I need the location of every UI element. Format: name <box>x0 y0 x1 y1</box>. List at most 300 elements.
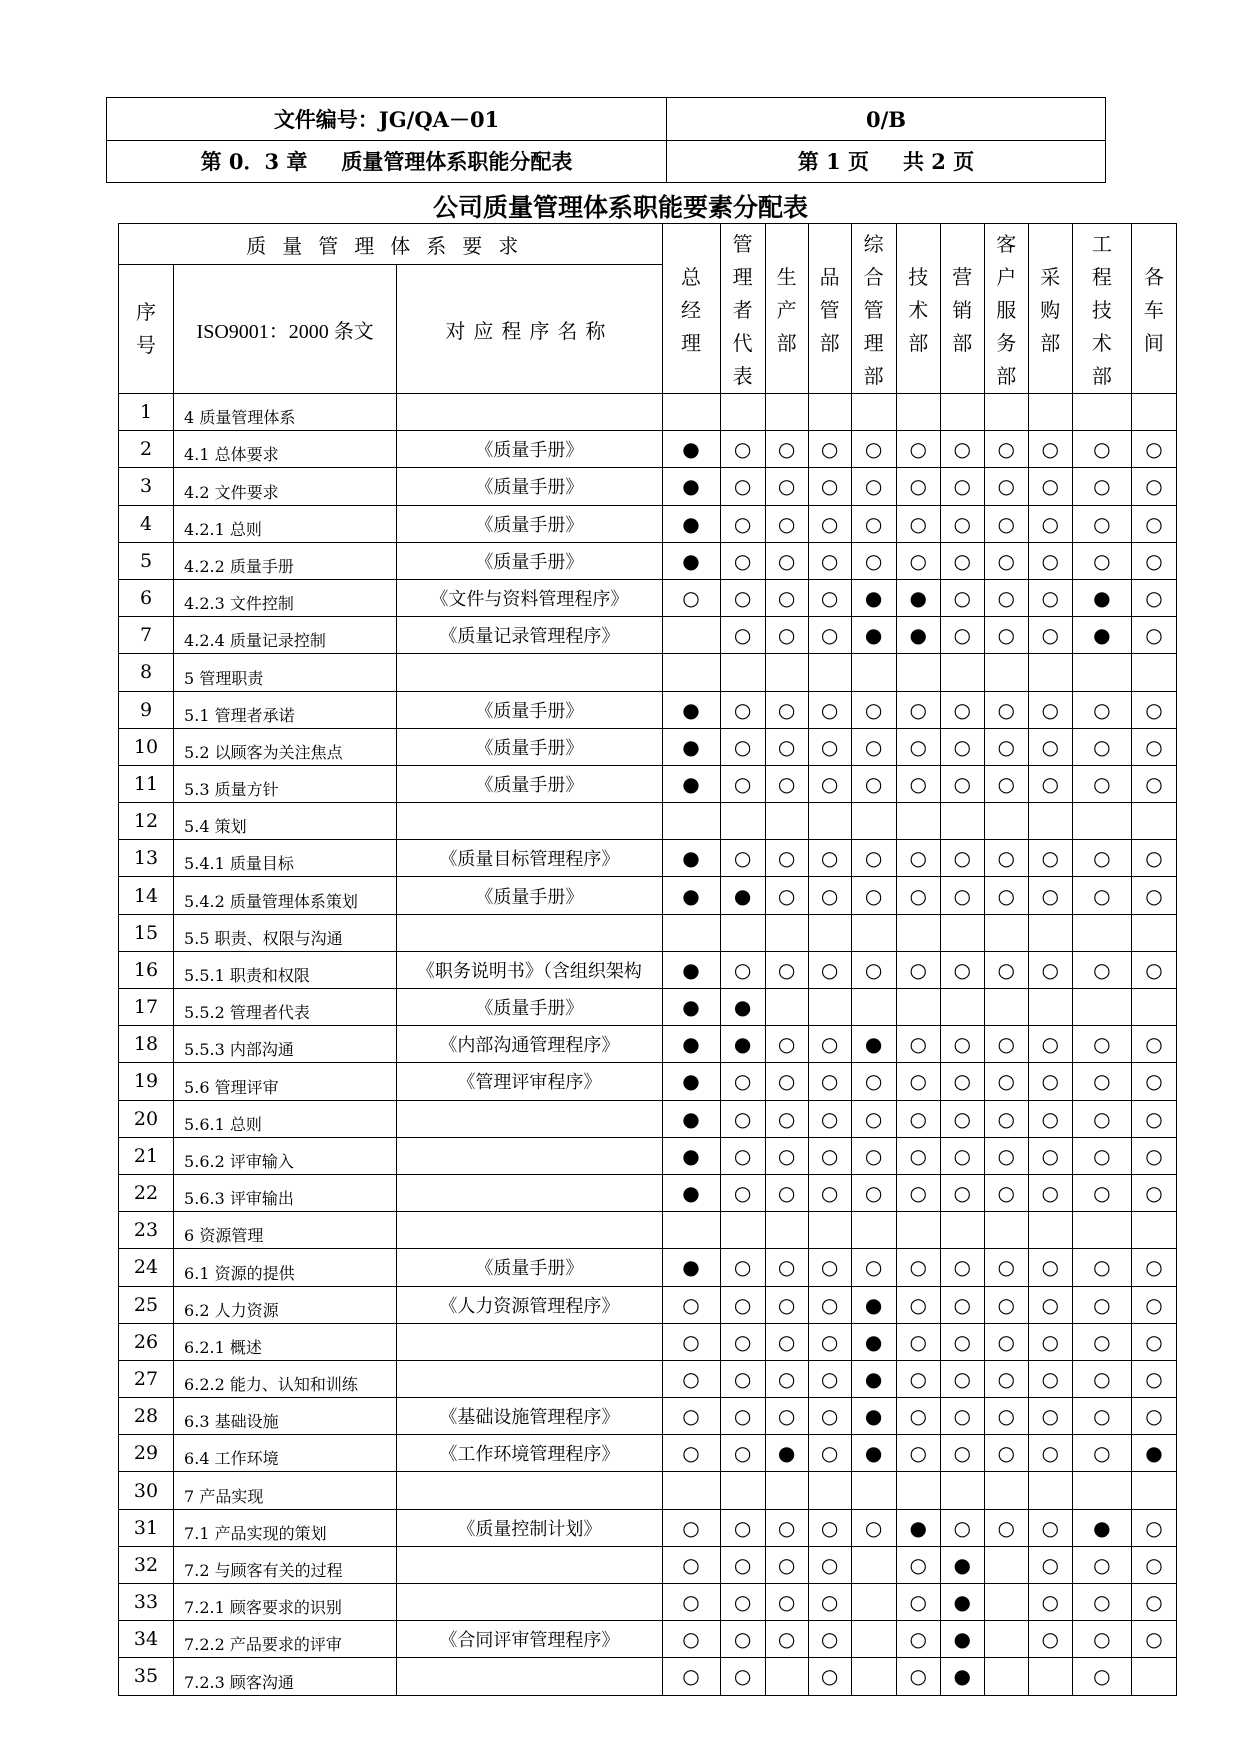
chapter-number: 第 0．3 章 <box>200 149 308 174</box>
related-mark: ○ <box>940 1323 984 1360</box>
empty-cell <box>940 989 984 1026</box>
related-mark: ○ <box>851 1249 896 1286</box>
related-mark: ○ <box>662 1435 720 1472</box>
row-number: 10 <box>119 728 174 765</box>
related-mark: ○ <box>808 1435 851 1472</box>
related-mark: ○ <box>765 579 808 616</box>
related-mark: ○ <box>851 468 896 505</box>
responsible-mark: ● <box>662 1026 720 1063</box>
related-mark: ○ <box>808 951 851 988</box>
related-mark: ○ <box>984 1026 1028 1063</box>
empty-cell <box>851 1584 896 1621</box>
empty-cell <box>720 1212 765 1249</box>
responsible-mark: ● <box>940 1546 984 1583</box>
row-number: 12 <box>119 803 174 840</box>
related-mark: ○ <box>720 1398 765 1435</box>
related-mark: ○ <box>765 1584 808 1621</box>
empty-cell <box>765 1212 808 1249</box>
related-mark: ○ <box>896 1584 940 1621</box>
empty-cell <box>1028 394 1072 431</box>
procedure-name <box>397 1472 662 1509</box>
row-number: 32 <box>119 1546 174 1583</box>
department-label: 总经理 <box>681 265 702 355</box>
responsible-mark: ● <box>940 1658 984 1695</box>
table-row <box>119 1212 1177 1249</box>
responsible-mark: ● <box>662 1063 720 1100</box>
related-mark: ○ <box>984 1174 1028 1211</box>
related-mark: ○ <box>984 1323 1028 1360</box>
related-mark: ○ <box>851 1063 896 1100</box>
empty-cell <box>940 803 984 840</box>
department-label: 生产部 <box>776 265 797 355</box>
department-label: 综合管理部 <box>863 232 884 388</box>
empty-cell <box>1028 989 1072 1026</box>
related-mark: ○ <box>720 1360 765 1397</box>
related-mark: ○ <box>896 1621 940 1658</box>
related-mark: ○ <box>720 542 765 579</box>
related-mark: ○ <box>720 1621 765 1658</box>
empty-cell <box>1072 654 1131 691</box>
related-mark: ○ <box>765 1621 808 1658</box>
row-number: 6 <box>119 579 174 616</box>
department-header <box>851 224 896 394</box>
procedure-name <box>397 1137 662 1174</box>
empty-cell <box>896 914 940 951</box>
related-mark: ○ <box>720 1546 765 1583</box>
related-mark: ○ <box>808 765 851 802</box>
related-mark: ○ <box>808 1584 851 1621</box>
department-label: 客户服务部 <box>996 232 1017 388</box>
empty-cell <box>765 989 808 1026</box>
related-mark: ○ <box>1028 431 1072 468</box>
table-row <box>119 1100 1177 1137</box>
related-mark: ○ <box>940 1398 984 1435</box>
row-number: 17 <box>119 989 174 1026</box>
related-mark: ○ <box>1131 765 1176 802</box>
related-mark: ○ <box>984 1360 1028 1397</box>
responsible-mark: ● <box>662 1174 720 1211</box>
related-mark: ○ <box>984 691 1028 728</box>
procedure-name: 《质量手册》 <box>397 542 662 579</box>
related-mark: ○ <box>1028 579 1072 616</box>
row-number: 24 <box>119 1249 174 1286</box>
empty-cell <box>851 1621 896 1658</box>
empty-cell <box>984 654 1028 691</box>
related-mark: ○ <box>1131 1621 1176 1658</box>
table-row <box>119 468 1177 505</box>
related-mark: ○ <box>940 840 984 877</box>
table-row <box>119 1398 1177 1435</box>
related-mark: ○ <box>1072 1063 1131 1100</box>
related-mark: ○ <box>851 765 896 802</box>
related-mark: ○ <box>1028 505 1072 542</box>
empty-cell <box>851 1212 896 1249</box>
related-mark: ○ <box>896 1360 940 1397</box>
row-number: 9 <box>119 691 174 728</box>
related-mark: ○ <box>765 1137 808 1174</box>
empty-cell <box>940 914 984 951</box>
related-mark: ○ <box>808 1174 851 1211</box>
table-row <box>119 989 1177 1026</box>
related-mark: ○ <box>720 1137 765 1174</box>
related-mark: ○ <box>720 1174 765 1211</box>
chapter-title: 质量管理体系职能分配表 <box>341 149 573 174</box>
empty-cell <box>1028 1658 1072 1695</box>
empty-cell <box>1028 1212 1072 1249</box>
responsible-mark: ● <box>851 1323 896 1360</box>
department-label: 品管部 <box>819 265 840 355</box>
related-mark: ○ <box>1131 617 1176 654</box>
empty-cell <box>851 394 896 431</box>
related-mark: ○ <box>765 1026 808 1063</box>
related-mark: ○ <box>720 617 765 654</box>
related-mark: ○ <box>808 617 851 654</box>
related-mark: ○ <box>984 1063 1028 1100</box>
related-mark: ○ <box>984 728 1028 765</box>
responsible-mark: ● <box>662 1137 720 1174</box>
allocation-table <box>118 223 1177 1696</box>
related-mark: ○ <box>984 542 1028 579</box>
related-mark: ○ <box>1131 468 1176 505</box>
related-mark: ○ <box>1072 1174 1131 1211</box>
procedure-name: 《职务说明书》（含组织架构 <box>397 951 662 988</box>
empty-cell <box>765 1658 808 1695</box>
related-mark: ○ <box>984 1286 1028 1323</box>
related-mark: ○ <box>765 617 808 654</box>
empty-cell <box>896 989 940 1026</box>
table-row <box>119 1472 1177 1509</box>
table-row <box>119 1546 1177 1583</box>
empty-cell <box>720 803 765 840</box>
related-mark: ○ <box>765 1323 808 1360</box>
related-mark: ○ <box>851 1137 896 1174</box>
related-mark: ○ <box>1131 1398 1176 1435</box>
related-mark: ○ <box>720 1435 765 1472</box>
related-mark: ○ <box>765 1063 808 1100</box>
related-mark: ○ <box>1028 840 1072 877</box>
procedure-name: 《工作环境管理程序》 <box>397 1435 662 1472</box>
related-mark: ○ <box>1072 1546 1131 1583</box>
related-mark: ○ <box>1072 1621 1131 1658</box>
related-mark: ○ <box>1072 505 1131 542</box>
clause-text: 6 资源管理 <box>174 1212 397 1249</box>
empty-cell <box>851 654 896 691</box>
related-mark: ○ <box>896 1174 940 1211</box>
related-mark: ○ <box>765 1174 808 1211</box>
related-mark: ○ <box>851 728 896 765</box>
related-mark: ○ <box>1131 877 1176 914</box>
responsible-mark: ● <box>662 468 720 505</box>
department-label: 营销部 <box>952 265 973 355</box>
clause-text: 6.1 资源的提供 <box>174 1249 397 1286</box>
clause-text: 5.5.1 职责和权限 <box>174 951 397 988</box>
clause-text: 7.2.2 产品要求的评审 <box>174 1621 397 1658</box>
responsible-mark: ● <box>851 1026 896 1063</box>
related-mark: ○ <box>940 728 984 765</box>
empty-cell <box>662 654 720 691</box>
procedure-name: 《质量控制计划》 <box>397 1509 662 1546</box>
related-mark: ○ <box>896 1286 940 1323</box>
doc-version: 0/B <box>865 106 907 132</box>
empty-cell <box>1131 914 1176 951</box>
table-row <box>119 579 1177 616</box>
clause-text: 5.1 管理者承诺 <box>174 691 397 728</box>
related-mark: ○ <box>1028 1621 1072 1658</box>
related-mark: ○ <box>1131 1584 1176 1621</box>
clause-text: 5.5.3 内部沟通 <box>174 1026 397 1063</box>
clause-text: 5.6.2 评审输入 <box>174 1137 397 1174</box>
empty-cell <box>1028 654 1072 691</box>
related-mark: ○ <box>896 877 940 914</box>
procedure-header: 对应程序名称 <box>397 265 662 394</box>
procedure-name <box>397 914 662 951</box>
table-row <box>119 1174 1177 1211</box>
related-mark: ○ <box>765 1100 808 1137</box>
related-mark: ○ <box>808 579 851 616</box>
related-mark: ○ <box>984 765 1028 802</box>
related-mark: ○ <box>1131 1286 1176 1323</box>
empty-cell <box>662 617 720 654</box>
related-mark: ○ <box>940 468 984 505</box>
document-header <box>106 97 1106 183</box>
row-number: 16 <box>119 951 174 988</box>
table-row <box>119 803 1177 840</box>
responsible-mark: ● <box>940 1621 984 1658</box>
clause-text: 6.4 工作环境 <box>174 1435 397 1472</box>
related-mark: ○ <box>765 431 808 468</box>
empty-cell <box>1131 1212 1176 1249</box>
row-number: 22 <box>119 1174 174 1211</box>
related-mark: ○ <box>808 468 851 505</box>
responsible-mark: ● <box>662 1249 720 1286</box>
related-mark: ○ <box>720 1509 765 1546</box>
related-mark: ○ <box>1131 951 1176 988</box>
procedure-name: 《质量手册》 <box>397 989 662 1026</box>
responsible-mark: ● <box>662 765 720 802</box>
table-row <box>119 765 1177 802</box>
related-mark: ○ <box>851 877 896 914</box>
related-mark: ○ <box>984 1100 1028 1137</box>
related-mark: ○ <box>896 1398 940 1435</box>
responsible-mark: ● <box>662 1100 720 1137</box>
related-mark: ○ <box>984 951 1028 988</box>
table-row <box>119 1360 1177 1397</box>
empty-cell <box>984 394 1028 431</box>
department-label: 管理者代表 <box>732 232 753 388</box>
related-mark: ○ <box>720 765 765 802</box>
related-mark: ○ <box>808 691 851 728</box>
responsible-mark: ● <box>662 840 720 877</box>
empty-cell <box>1072 914 1131 951</box>
procedure-name: 《管理评审程序》 <box>397 1063 662 1100</box>
related-mark: ○ <box>720 691 765 728</box>
related-mark: ○ <box>940 765 984 802</box>
row-number: 31 <box>119 1509 174 1546</box>
clause-text: 7.2 与顾客有关的过程 <box>174 1546 397 1583</box>
related-mark: ○ <box>808 1323 851 1360</box>
department-header <box>896 224 940 394</box>
procedure-name: 《质量手册》 <box>397 468 662 505</box>
responsible-mark: ● <box>896 617 940 654</box>
table-row <box>119 394 1177 431</box>
empty-cell <box>940 1472 984 1509</box>
empty-cell <box>808 1212 851 1249</box>
related-mark: ○ <box>1028 468 1072 505</box>
related-mark: ○ <box>720 1286 765 1323</box>
related-mark: ○ <box>720 468 765 505</box>
row-number: 18 <box>119 1026 174 1063</box>
related-mark: ○ <box>940 1360 984 1397</box>
responsible-mark: ● <box>1072 617 1131 654</box>
empty-cell <box>851 1658 896 1695</box>
related-mark: ○ <box>1072 1100 1131 1137</box>
related-mark: ○ <box>851 840 896 877</box>
procedure-name: 《质量手册》 <box>397 728 662 765</box>
related-mark: ○ <box>1072 765 1131 802</box>
table-row <box>119 951 1177 988</box>
related-mark: ○ <box>984 617 1028 654</box>
procedure-name <box>397 803 662 840</box>
responsible-mark: ● <box>1131 1435 1176 1472</box>
empty-cell <box>984 1212 1028 1249</box>
related-mark: ○ <box>808 1658 851 1695</box>
department-header <box>984 224 1028 394</box>
empty-cell <box>1072 803 1131 840</box>
clause-text: 7.1 产品实现的策划 <box>174 1509 397 1546</box>
empty-cell <box>851 914 896 951</box>
clause-text: 4.2.2 质量手册 <box>174 542 397 579</box>
row-number: 19 <box>119 1063 174 1100</box>
related-mark: ○ <box>765 877 808 914</box>
clause-text: 4.2.1 总则 <box>174 505 397 542</box>
clause-text: 6.3 基础设施 <box>174 1398 397 1435</box>
related-mark: ○ <box>808 1100 851 1137</box>
responsible-mark: ● <box>851 1360 896 1397</box>
related-mark: ○ <box>984 877 1028 914</box>
responsible-mark: ● <box>1072 1509 1131 1546</box>
related-mark: ○ <box>808 431 851 468</box>
procedure-name: 《质量手册》 <box>397 505 662 542</box>
table-row <box>119 1026 1177 1063</box>
related-mark: ○ <box>808 1509 851 1546</box>
related-mark: ○ <box>940 877 984 914</box>
related-mark: ○ <box>1028 1509 1072 1546</box>
row-number: 25 <box>119 1286 174 1323</box>
related-mark: ○ <box>1028 1063 1072 1100</box>
related-mark: ○ <box>940 617 984 654</box>
related-mark: ○ <box>1131 1323 1176 1360</box>
related-mark: ○ <box>851 1509 896 1546</box>
related-mark: ○ <box>896 1026 940 1063</box>
related-mark: ○ <box>984 505 1028 542</box>
clause-text: 7 产品实现 <box>174 1472 397 1509</box>
table-row <box>119 542 1177 579</box>
related-mark: ○ <box>1028 1137 1072 1174</box>
related-mark: ○ <box>720 505 765 542</box>
related-mark: ○ <box>1028 1546 1072 1583</box>
responsible-mark: ● <box>851 1286 896 1323</box>
related-mark: ○ <box>662 579 720 616</box>
responsible-mark: ● <box>940 1584 984 1621</box>
related-mark: ○ <box>720 728 765 765</box>
table-row <box>119 1137 1177 1174</box>
related-mark: ○ <box>765 1398 808 1435</box>
related-mark: ○ <box>896 1323 940 1360</box>
page-total: 共 2 页 <box>903 149 975 174</box>
empty-cell <box>808 989 851 1026</box>
related-mark: ○ <box>1072 728 1131 765</box>
related-mark: ○ <box>720 1658 765 1695</box>
related-mark: ○ <box>984 1398 1028 1435</box>
empty-cell <box>896 394 940 431</box>
related-mark: ○ <box>808 877 851 914</box>
related-mark: ○ <box>765 728 808 765</box>
related-mark: ○ <box>808 1137 851 1174</box>
empty-cell <box>720 1472 765 1509</box>
related-mark: ○ <box>940 542 984 579</box>
related-mark: ○ <box>720 431 765 468</box>
related-mark: ○ <box>851 431 896 468</box>
related-mark: ○ <box>984 1137 1028 1174</box>
responsible-mark: ● <box>896 1509 940 1546</box>
table-row <box>119 1323 1177 1360</box>
clause-text: 4.2 文件要求 <box>174 468 397 505</box>
procedure-name: 《人力资源管理程序》 <box>397 1286 662 1323</box>
related-mark: ○ <box>896 1249 940 1286</box>
empty-cell <box>940 1212 984 1249</box>
procedure-name: 《质量目标管理程序》 <box>397 840 662 877</box>
empty-cell <box>940 654 984 691</box>
related-mark: ○ <box>984 579 1028 616</box>
related-mark: ○ <box>940 1137 984 1174</box>
empty-cell <box>896 803 940 840</box>
empty-cell <box>720 914 765 951</box>
empty-cell <box>896 654 940 691</box>
clause-text: 4.2.3 文件控制 <box>174 579 397 616</box>
clause-text: 5.5 职责、权限与沟通 <box>174 914 397 951</box>
related-mark: ○ <box>1072 1286 1131 1323</box>
procedure-name <box>397 654 662 691</box>
related-mark: ○ <box>720 840 765 877</box>
clause-text: 5.6.1 总则 <box>174 1100 397 1137</box>
related-mark: ○ <box>1072 1137 1131 1174</box>
related-mark: ○ <box>940 691 984 728</box>
related-mark: ○ <box>720 1249 765 1286</box>
table-row <box>119 1435 1177 1472</box>
related-mark: ○ <box>1028 1398 1072 1435</box>
related-mark: ○ <box>1131 1174 1176 1211</box>
empty-cell <box>765 654 808 691</box>
clause-header: ISO9001：2000 条文 <box>174 265 397 394</box>
related-mark: ○ <box>1131 431 1176 468</box>
seq-header-label: 序号 <box>136 300 157 358</box>
related-mark: ○ <box>662 1323 720 1360</box>
empty-cell <box>1028 1472 1072 1509</box>
empty-cell <box>662 914 720 951</box>
procedure-name <box>397 1658 662 1695</box>
related-mark: ○ <box>720 1323 765 1360</box>
responsible-mark: ● <box>720 1026 765 1063</box>
department-label: 各车间 <box>1143 265 1164 355</box>
related-mark: ○ <box>765 1249 808 1286</box>
related-mark: ○ <box>662 1546 720 1583</box>
empty-cell <box>808 394 851 431</box>
row-number: 11 <box>119 765 174 802</box>
clause-text: 5.4.1 质量目标 <box>174 840 397 877</box>
procedure-name: 《质量手册》 <box>397 877 662 914</box>
table-row <box>119 914 1177 951</box>
procedure-name: 《质量记录管理程序》 <box>397 617 662 654</box>
